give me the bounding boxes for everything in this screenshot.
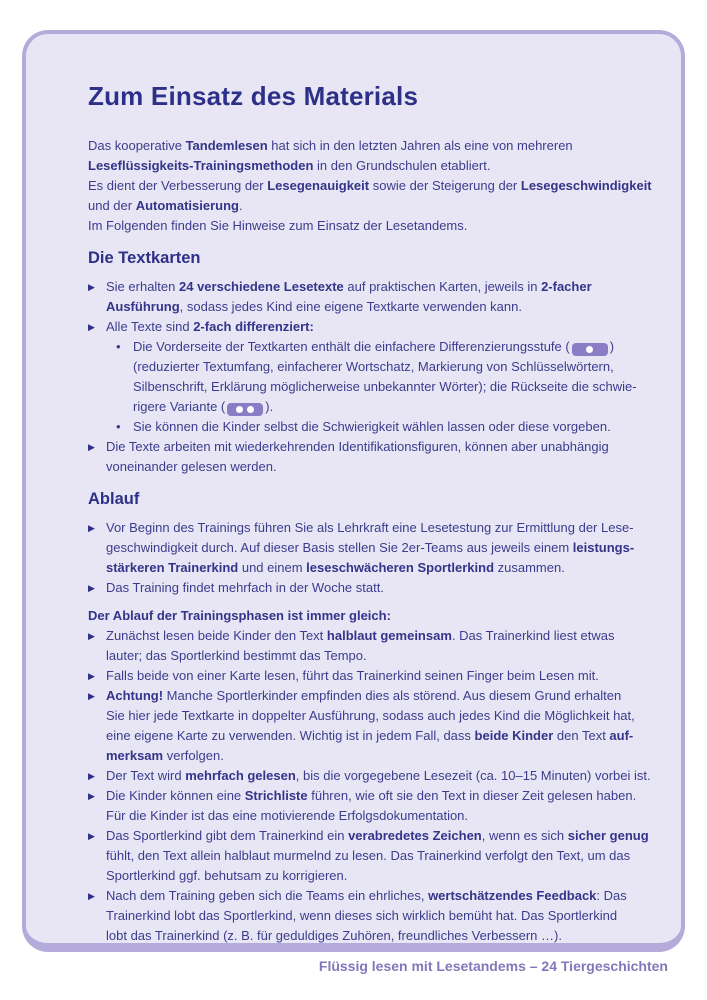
list-item xyxy=(88,666,639,686)
bold-text: 2-fach differenziert: xyxy=(193,319,314,334)
bold-text: Ausführung xyxy=(106,299,180,314)
text: Für die Kinder ist das eine motivierende Erfolgsdokumentation. xyxy=(106,808,469,823)
list-item xyxy=(88,437,639,477)
text: . Das Trainerkind liest etwas xyxy=(451,628,615,643)
text-line xyxy=(88,176,652,196)
bullet-dot-icon: • xyxy=(116,339,121,354)
difficulty-level-1-icon xyxy=(572,343,608,356)
bold-text: leseschwächeren Sportlerkind xyxy=(306,560,495,575)
bullet-dot-icon: • xyxy=(116,419,121,434)
text: in den Grundschulen etabliert. xyxy=(313,158,491,173)
text-line xyxy=(106,518,639,538)
text: geschwindigkeit durch. Auf dieser Basis stellen Sie 2er-Teams aus jeweils einem xyxy=(106,540,573,555)
text: ) xyxy=(609,339,615,354)
badge-dot xyxy=(236,406,243,413)
text-line xyxy=(106,766,651,786)
text-line xyxy=(88,216,639,236)
text: Das Sportlerkind gibt dem Trainerkind ein xyxy=(106,828,349,843)
bold-text: Tandemlesen xyxy=(185,138,268,153)
list-item xyxy=(88,786,639,826)
text-line xyxy=(106,786,639,806)
bold-text: leistungs- xyxy=(572,540,635,555)
text: hat sich in den letzten Jahren als eine von mehreren xyxy=(267,138,573,153)
text-line xyxy=(106,578,639,598)
text-line xyxy=(133,337,639,357)
list-item xyxy=(88,277,639,317)
bullet-list xyxy=(88,626,651,946)
bullet-arrow-icon: ▶ xyxy=(88,322,95,332)
text: Sie erhalten xyxy=(106,279,179,294)
text: Alle Texte sind xyxy=(106,319,194,334)
text: verfolgen. xyxy=(163,748,224,763)
bold-text: beide Kinder xyxy=(474,728,554,743)
section-heading: Ablauf xyxy=(88,490,140,508)
text: Zunächst lesen beide Kinder den Text xyxy=(106,628,327,643)
text: , bis die vorgegebene Lesezeit (ca. 10–15 Minuten) vorbei ist. xyxy=(295,768,651,783)
text: sowie der Steigerung der xyxy=(369,178,521,193)
text-line xyxy=(106,846,639,866)
text: Sportlerkind ggf. behutsam zu korrigieren. xyxy=(106,868,348,883)
bullet-arrow-icon: ▶ xyxy=(88,671,95,681)
bullet-list xyxy=(88,277,639,477)
bullet-arrow-icon: ▶ xyxy=(88,583,95,593)
section-heading: Die Textkarten xyxy=(88,249,201,267)
text: zusammen. xyxy=(494,560,565,575)
text: Im Folgenden finden Sie Hinweise zum Einsatz der Lesetandems. xyxy=(88,218,468,233)
text: Die Vorderseite der Textkarten enthält die einfachere Differenzierungsstufe ( xyxy=(133,339,570,354)
text-line xyxy=(106,926,639,946)
bold-text: Lesegenauigkeit xyxy=(267,178,370,193)
list-item xyxy=(88,317,639,337)
list-item xyxy=(88,686,639,766)
text: Die Kinder können eine xyxy=(106,788,245,803)
text: Die Texte arbeiten mit wiederkehrenden Identifikationsfiguren, können aber unabhängig xyxy=(106,439,609,454)
list-item xyxy=(88,626,639,666)
document-card xyxy=(22,30,685,952)
bold-text: 2-facher xyxy=(541,279,592,294)
text-line xyxy=(106,906,639,926)
text: lauter; das Sportlerkind bestimmt das Tempo. xyxy=(106,648,367,663)
text: lobt das Trainerkind (z. B. für geduldiges Zuhören, freundliches Verbessern …). xyxy=(106,928,562,943)
text: ). xyxy=(265,399,274,414)
bold-text: 24 verschiedene Lesetexte xyxy=(179,279,344,294)
bold-text: verabredetes Zeichen xyxy=(348,828,482,843)
text: Sie können die Kinder selbst die Schwierigkeit wählen lassen oder diese vorgeben. xyxy=(133,419,611,434)
bullet-arrow-icon: ▶ xyxy=(88,442,95,452)
bullet-arrow-icon: ▶ xyxy=(88,631,95,641)
text-line xyxy=(106,806,639,826)
text: auf praktischen Karten, jeweils in xyxy=(343,279,542,294)
text: Silbenschrift, Erklärung möglicherweise unbekannter Wörter); die Rückseite die schwie- xyxy=(133,379,637,394)
text-line xyxy=(106,706,639,726)
text: Vor Beginn des Trainings führen Sie als Lehrkraft eine Lesetestung zur Ermittlung der Lese- xyxy=(106,520,634,535)
text-line xyxy=(106,866,639,886)
bold-text: merksam xyxy=(106,748,164,763)
text-line xyxy=(106,437,639,457)
bullet-arrow-icon: ▶ xyxy=(88,523,95,533)
text-line xyxy=(88,136,639,156)
text-line xyxy=(106,297,639,317)
page-title: Zum Einsatz des Materials xyxy=(88,81,419,111)
text-line xyxy=(106,646,639,666)
text-line xyxy=(133,417,639,437)
text: und einem xyxy=(238,560,307,575)
text: voneinander gelesen werden. xyxy=(106,459,277,474)
text: . xyxy=(239,198,243,213)
text-line xyxy=(106,826,649,846)
text: Es dient der Verbesserung der xyxy=(88,178,268,193)
text: den Text xyxy=(553,728,610,743)
badge-dot xyxy=(247,406,254,413)
bullet-arrow-icon: ▶ xyxy=(88,282,95,292)
text: und der xyxy=(88,198,136,213)
text: Trainerkind lobt das Sportlerkind, wenn dieses sich wirklich bemüht hat. Das Sportlerkind xyxy=(106,908,618,923)
difficulty-level-2-icon xyxy=(227,403,263,416)
text: Nach dem Training geben sich die Teams ein ehrliches, xyxy=(106,888,429,903)
text-line xyxy=(106,666,639,686)
footer-text: Flüssig lesen mit Lesetandems – 24 Tiergeschichten xyxy=(318,958,668,974)
text: Der Text wird xyxy=(106,768,186,783)
bold-text: auf- xyxy=(609,728,634,743)
text: , sodass jedes Kind eine eigene Textkarte verwenden kann. xyxy=(179,299,522,314)
list-item xyxy=(116,417,639,437)
intro-paragraph xyxy=(88,136,652,236)
bold-text: sicher genug xyxy=(567,828,649,843)
text-line xyxy=(106,686,639,706)
text: , wenn es sich xyxy=(481,828,568,843)
bold-text: Strichliste xyxy=(244,788,308,803)
bold-text: Automatisierung xyxy=(135,198,239,213)
text-line xyxy=(106,538,639,558)
text-line xyxy=(88,196,639,216)
bold-text: halblaut gemeinsam xyxy=(326,628,452,643)
text-line xyxy=(106,746,639,766)
text-line xyxy=(133,357,639,377)
bold-text: stärkeren Trainerkind xyxy=(106,560,239,575)
list-item xyxy=(88,578,639,598)
text-line xyxy=(106,558,639,578)
bullet-arrow-icon: ▶ xyxy=(88,791,95,801)
bullet-arrow-icon: ▶ xyxy=(88,891,95,901)
text: eine eigene Karte zu verwenden. Wichtig ist in jedem Fall, dass xyxy=(106,728,475,743)
text-line xyxy=(106,626,639,646)
text: Manche Sportlerkinder empfinden dies als störend. Aus diesem Grund erhalten xyxy=(163,688,622,703)
list-item xyxy=(116,337,639,417)
text: rigere Variante ( xyxy=(133,399,226,414)
text: führen, wie oft sie den Text in dieser Zeit gelesen haben. xyxy=(307,788,637,803)
text-line xyxy=(133,397,639,417)
text: : Das xyxy=(596,888,627,903)
text-line xyxy=(106,317,639,337)
text: (reduzierter Textumfang, einfacherer Wortschatz, Markierung von Schlüsselwörtern, xyxy=(133,359,614,374)
bullet-list xyxy=(88,518,639,598)
text: Das Training findet mehrfach in der Woche statt. xyxy=(106,580,384,595)
text: Das kooperative xyxy=(88,138,186,153)
text-line xyxy=(106,457,639,477)
text: Sie hier jede Textkarte in doppelter Ausführung, sodass auch jedes Kind die Möglichkeit hat, xyxy=(106,708,635,723)
list-item xyxy=(88,886,639,946)
bullet-arrow-icon: ▶ xyxy=(88,691,95,701)
text-line xyxy=(88,156,639,176)
text-line xyxy=(133,377,639,397)
list-item xyxy=(88,766,651,786)
badge-dot xyxy=(586,346,593,353)
bold-text: wertschätzendes Feedback xyxy=(428,888,597,903)
bullet-arrow-icon: ▶ xyxy=(88,771,95,781)
text-line xyxy=(106,886,639,906)
bold-text: Lesegeschwindigkeit xyxy=(520,178,652,193)
bold-text: Leseflüssigkeits-Trainingsmethoden xyxy=(88,158,314,173)
text-line xyxy=(106,277,639,297)
bold-text: mehrfach gelesen xyxy=(185,768,296,783)
text: fühlt, den Text allein halblaut murmelnd zu lesen. Das Trainerkind verfolgt den Text, um das xyxy=(106,848,631,863)
document-content xyxy=(88,136,652,946)
bullet-arrow-icon: ▶ xyxy=(88,831,95,841)
list-subheading: Der Ablauf der Trainingsphasen ist immer gleich: xyxy=(88,608,391,623)
text: Falls beide von einer Karte lesen, führt das Trainerkind seinen Finger beim Lesen mit. xyxy=(106,668,599,683)
list-item xyxy=(88,518,639,578)
text-line xyxy=(106,726,639,746)
bold-text: Achtung! xyxy=(106,688,164,703)
list-item xyxy=(88,826,649,886)
